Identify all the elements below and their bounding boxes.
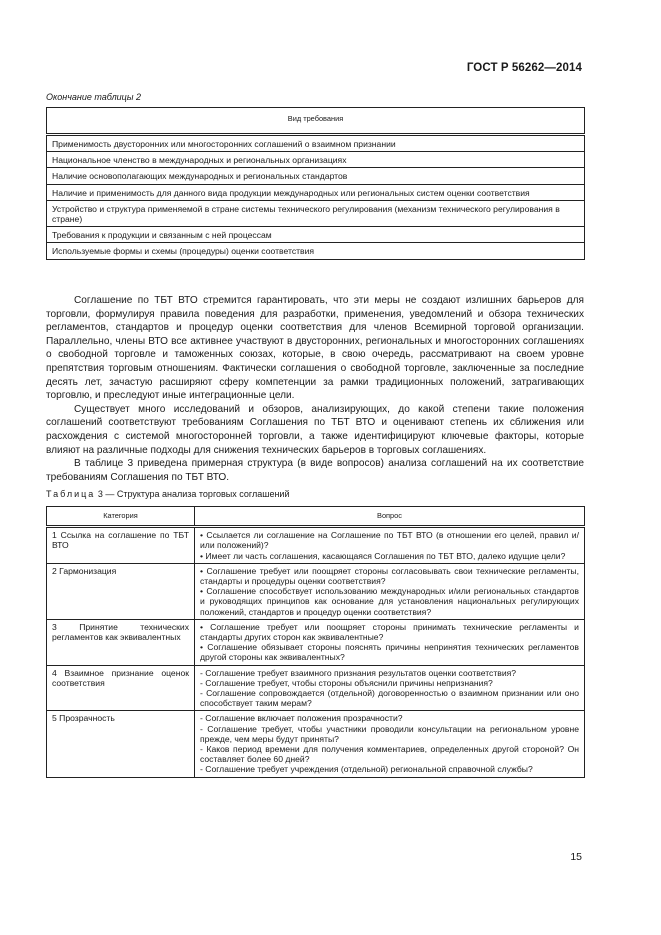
question-item: - Каков период времени для получения комментариев, определенных другой стороной? Он составляет более 60 дней?: [200, 744, 579, 765]
category-cell: 2 Гармонизация: [47, 563, 195, 619]
table-cell: Применимость двусторонних или многосторонних соглашений о взаимном признании: [47, 135, 585, 152]
category-cell: 5 Прозрачность: [47, 711, 195, 777]
question-item: • Соглашение обязывает стороны пояснять причины непринятия технических регламентов другой стороны как эквивалентных?: [200, 642, 579, 663]
table-row: [47, 563, 585, 619]
table-row: [47, 227, 585, 243]
standard-code: ГОСТ Р 56262—2014: [466, 62, 582, 74]
table2-column-header: Вид требования: [47, 108, 585, 135]
question-item: - Соглашение требует взаимного признания результатов оценки соответствия?: [200, 667, 517, 678]
table-row: [47, 243, 585, 259]
question-cell: [195, 619, 585, 665]
category-cell: 3 Принятие технических регламентов как эквивалентных: [47, 619, 195, 665]
table3-caption-text: 3 — Структура анализа торговых соглашений: [97, 489, 290, 499]
question-item: - Соглашение требует, чтобы участники проводили консультации на региональном уровне прежде, чем меры будут приняты?: [200, 723, 579, 744]
question-item: • Соглашение способствует использованию международных и/или региональных стандартов и руководящих принципов как основание для установления национальных регулирующих положений, стандартов и процедур оценки соответствия?: [200, 586, 579, 617]
question-cell: [195, 665, 585, 711]
question-item: - Соглашение включает положения прозрачности?: [200, 713, 403, 724]
table-row: [47, 152, 585, 168]
question-cell: [195, 563, 585, 619]
table-cell: Требования к продукции и связанным с ней процессам: [47, 227, 585, 243]
table3-column-question: Вопрос: [195, 507, 585, 527]
question-item: • Имеет ли часть соглашения, касающаяся Соглашения по ТБТ ВТО, далеко идущие цели?: [200, 550, 566, 561]
question-item: • Соглашение требует или поощряет стороны согласовывать свои технические регламенты, стандарты и процедуры оценки соответствия?: [200, 565, 579, 587]
table-cell: Наличие основополагающих международных и региональных стандартов: [47, 168, 585, 184]
question-item: • Соглашение требует или поощряет стороны принимать технические регламенты и стандарты других сторон как эквивалентные?: [200, 621, 579, 643]
question-item: - Соглашение сопровождается (отдельной) договоренностью о взаимном признании или оно способствует таким мерам?: [200, 688, 579, 709]
category-cell: 4 Взаимное признание оценок соответствия: [47, 665, 195, 711]
question-cell: [195, 527, 585, 564]
table2-caption: Окончание таблицы 2: [46, 92, 141, 102]
table-row: [47, 619, 585, 665]
table-row: [47, 168, 585, 184]
table3: [46, 506, 585, 778]
table3-caption-label: Таблица: [46, 489, 96, 499]
table-row: [47, 665, 585, 711]
table-row: [47, 527, 585, 564]
table3-column-category: Категория: [47, 507, 195, 527]
table3-caption: [46, 489, 289, 499]
table-cell: Устройство и структура применяемой в стране системы технического регулирования (механизм технического регулирования в стране): [47, 200, 585, 226]
category-cell: 1 Ссылка на соглашение по ТБТ ВТО: [47, 527, 195, 564]
table2: [46, 107, 585, 260]
table-cell: Национальное членство в международных и региональных организациях: [47, 152, 585, 168]
question-cell: [195, 711, 585, 777]
question-item: - Соглашение требует учреждения (отдельной) региональной справочной службы?: [200, 764, 533, 775]
table-row: [47, 200, 585, 226]
table-cell: Используемые формы и схемы (процедуры) оценки соответствия: [47, 243, 585, 259]
table-row: [47, 135, 585, 152]
paragraph: В таблице 3 приведена примерная структура (в виде вопросов) анализа соглашений на их соответствие требованиям Соглашения по ТБТ ВТО.: [46, 458, 584, 483]
body-text: [46, 294, 584, 484]
table-row: [47, 711, 585, 777]
paragraph: Существует много исследований и обзоров, анализирующих, до какой степени такие положения соглашений соответствуют требованиям Соглашения по ТБТ ВТО и оценивают степень их сближения или расхождения с системой многосторонней торговли, а также идентифицируют ключевые факторы, которые влияют на различные подходы для снижения технических барьеров в торговых соглашениях.: [46, 403, 584, 456]
table-row: [47, 184, 585, 200]
question-item: - Соглашение требует, чтобы стороны объяснили причины непризнания?: [200, 677, 493, 688]
page-number: 15: [570, 851, 582, 863]
table-cell: Наличие и применимость для данного вида продукции международных или региональных систем оценки соответствия: [47, 184, 585, 200]
question-item: • Ссылается ли соглашение на Соглашение по ТБТ ВТО (в отношении его целей, правил и/или положений)?: [200, 530, 579, 551]
paragraph: Соглашение по ТБТ ВТО стремится гарантировать, что эти меры не создают излишних барьеров для торговли, формулируя правила поведения для разработки, применения, уведомлений и обзора технических регламентов, стандартов и процедур оценки соответствия для членов Всемирной торговой организации. Параллельно, члены ВТО все активнее участвуют в двусторонних, региональных и многосторонних соглашениях о свободной торговле и таможенных союзах, которые, в свою очередь, рассматривают на своем уровне препятствия торговым отношениям. Фактически соглашения о свободной торговле, заключенные за последние десять лет, зачастую расширяют сферу компетенции за рамки традиционных положений, затрагивающих торговлю, и преследуют иные интеграционные цели.: [46, 295, 584, 402]
